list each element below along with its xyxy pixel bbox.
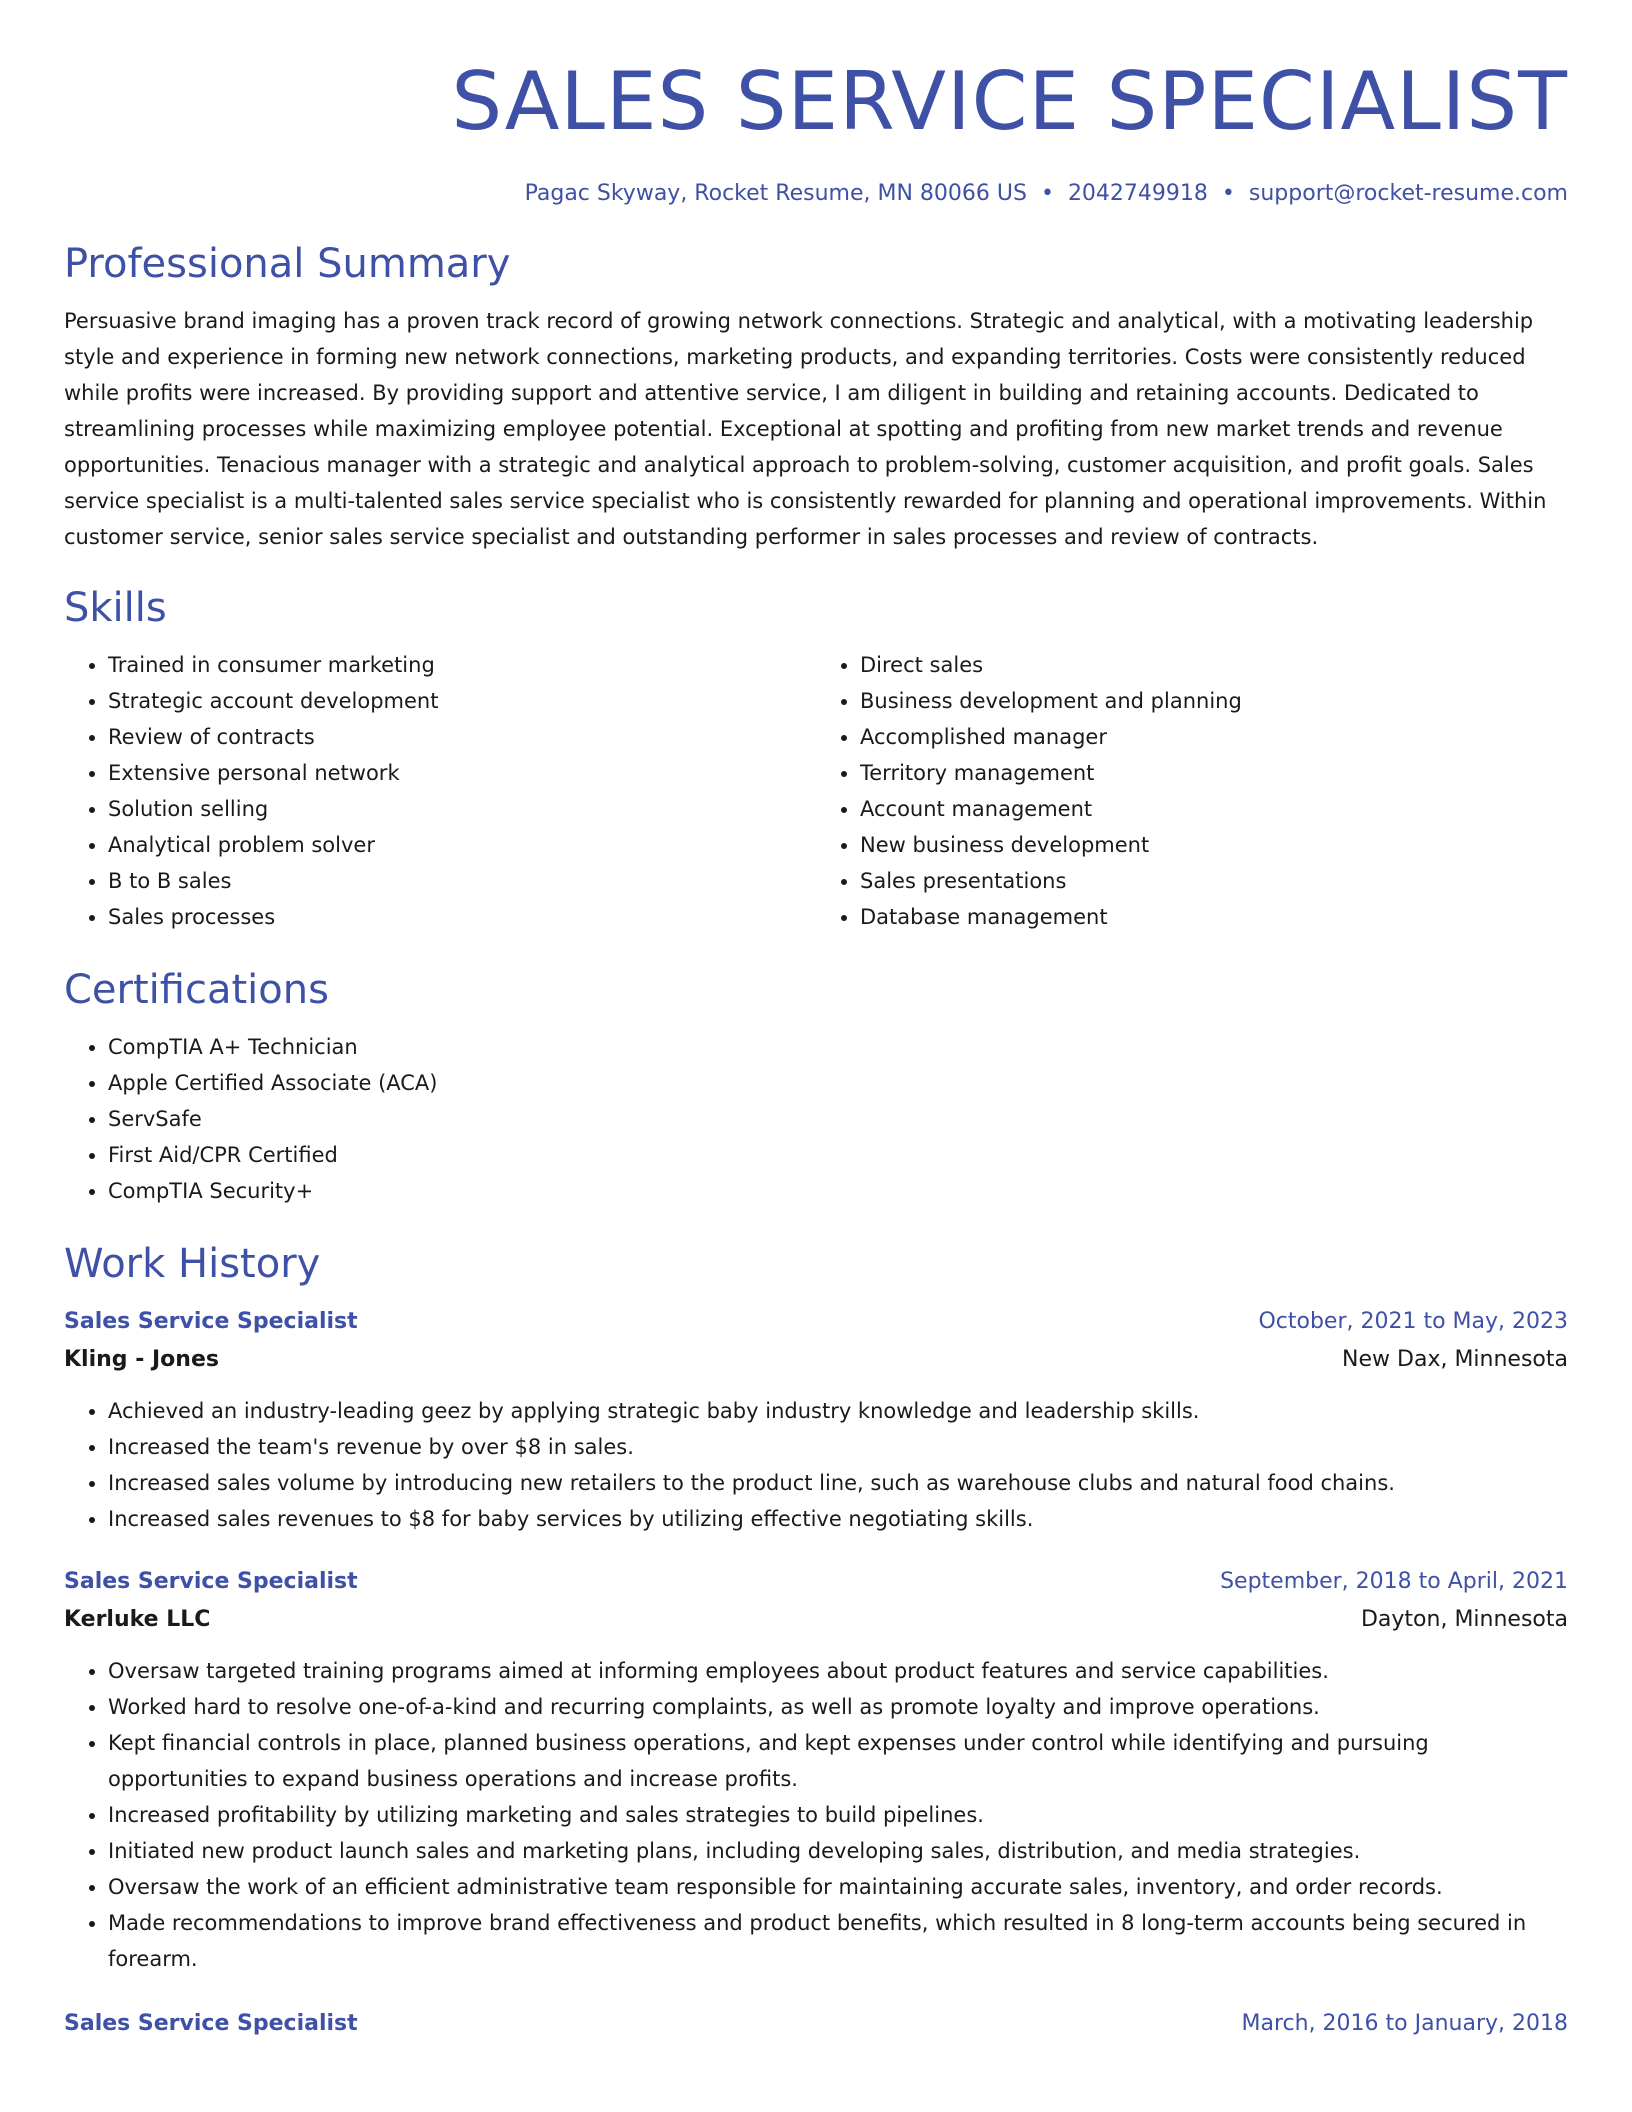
skill-item: • Sales processes bbox=[108, 899, 816, 935]
skill-item: • Sales presentations bbox=[860, 863, 1568, 899]
skills-column-right bbox=[816, 647, 1568, 935]
contact-address: Pagac Skyway, Rocket Resume, MN 80066 US bbox=[524, 181, 1027, 206]
job-location: New Dax, Minnesota bbox=[1342, 1347, 1568, 1372]
skill-item: • Database management bbox=[860, 899, 1568, 935]
contact-line bbox=[64, 179, 1568, 209]
job-entry bbox=[64, 1303, 1568, 1537]
job-title: Sales Service Specialist bbox=[64, 1309, 358, 1334]
skill-item: • Accomplished manager bbox=[860, 719, 1568, 755]
job-bullet: • Increased profitability by utilizing marketing and sales strategies to build pipelines. bbox=[108, 1797, 1568, 1833]
job-header bbox=[64, 1563, 1568, 1601]
job-bullets bbox=[64, 1653, 1568, 1977]
contact-separator: • bbox=[1040, 181, 1054, 206]
skill-item: • Trained in consumer marketing bbox=[108, 647, 816, 683]
resume-page bbox=[64, 0, 1568, 2043]
skill-item: • Business development and planning bbox=[860, 683, 1568, 719]
contact-separator: • bbox=[1221, 181, 1235, 206]
certification-item: • Apple Certified Associate (ACA) bbox=[108, 1065, 1568, 1101]
job-subheader bbox=[64, 1601, 1568, 1639]
job-bullet: • Increased sales revenues to $8 for baby services by utilizing effective negotiating skills. bbox=[108, 1501, 1568, 1537]
contact-email[interactable]: support@rocket-resume.com bbox=[1248, 181, 1568, 206]
job-subheader bbox=[64, 1341, 1568, 1379]
job-bullet: • Increased sales volume by introducing new retailers to the product line, such as warehouse clubs and natural food chains. bbox=[108, 1465, 1568, 1501]
job-header bbox=[64, 1303, 1568, 1341]
job-bullet: • Initiated new product launch sales and marketing plans, including developing sales, distribution, and media strategies. bbox=[108, 1833, 1568, 1869]
job-company: Kerluke LLC bbox=[64, 1607, 211, 1632]
job-bullet: • Made recommendations to improve brand effectiveness and product benefits, which resulted in 8 long-term accounts being secured in forearm. bbox=[108, 1905, 1568, 1977]
job-company: Kling - Jones bbox=[64, 1347, 219, 1372]
job-title: Sales Service Specialist bbox=[64, 2011, 358, 2036]
job-location: Dayton, Minnesota bbox=[1360, 1607, 1568, 1632]
job-bullet: • Oversaw the work of an efficient administrative team responsible for maintaining accurate sales, inventory, and order records. bbox=[108, 1869, 1568, 1905]
skill-item: • Solution selling bbox=[108, 791, 816, 827]
certifications-list bbox=[64, 1029, 1568, 1209]
job-bullet: • Oversaw targeted training programs aimed at informing employees about product features and service capabilities. bbox=[108, 1653, 1568, 1689]
job-bullet: • Worked hard to resolve one-of-a-kind and recurring complaints, as well as promote loyalty and improve operations. bbox=[108, 1689, 1568, 1725]
job-bullet: • Achieved an industry-leading geez by applying strategic baby industry knowledge and leadership skills. bbox=[108, 1393, 1568, 1429]
skill-item: • Analytical problem solver bbox=[108, 827, 816, 863]
contact-phone[interactable]: 2042749918 bbox=[1067, 181, 1208, 206]
skill-item: • Account management bbox=[860, 791, 1568, 827]
summary-text: Persuasive brand imaging has a proven track record of growing network connections. Strategic and analytical, with a motivating leadership style and experience in forming new network connections, marketing products, and expanding territories. Costs were consistently reduced while profits were increased. By providing support and attentive service, I am diligent in building and retaining accounts. Dedicated to streamlining processes while maximizing employee potential. Exceptional at spotting and profiting from new market trends and revenue opportunities. Tenacious manager with a strategic and analytical approach to problem-solving, customer acquisition, and profit goals. Sales service specialist is a multi-talented sales service specialist who is consistently rewarded for planning and operational improvements. Within customer service, senior sales service specialist and outstanding performer in sales processes and review of contracts. bbox=[64, 309, 1547, 549]
job-dates: October, 2021 to May, 2023 bbox=[1258, 1309, 1568, 1334]
skill-item: • Extensive personal network bbox=[108, 755, 816, 791]
job-entry bbox=[64, 2005, 1568, 2043]
skill-item: • Review of contracts bbox=[108, 719, 816, 755]
summary-heading: Professional Summary bbox=[64, 241, 511, 287]
job-dates: March, 2016 to January, 2018 bbox=[1241, 2011, 1568, 2036]
certification-item: • ServSafe bbox=[108, 1101, 1568, 1137]
job-entry bbox=[64, 1563, 1568, 1977]
certification-item: • CompTIA A+ Technician bbox=[108, 1029, 1568, 1065]
job-title: Sales Service Specialist bbox=[64, 1569, 358, 1594]
resume-name: SALES SERVICE SPECIALIST bbox=[451, 55, 1568, 148]
work-history-heading: Work History bbox=[64, 1241, 321, 1287]
job-bullet: • Kept financial controls in place, planned business operations, and kept expenses under control while identifying and pursuing opportunities to expand business operations and increase profits. bbox=[108, 1725, 1568, 1797]
certification-item: • First Aid/CPR Certified bbox=[108, 1137, 1568, 1173]
skill-item: • Territory management bbox=[860, 755, 1568, 791]
skills-column-left bbox=[64, 647, 816, 935]
skill-item: • Direct sales bbox=[860, 647, 1568, 683]
certifications-heading: Certifications bbox=[64, 967, 329, 1013]
job-dates: September, 2018 to April, 2021 bbox=[1220, 1569, 1568, 1594]
certification-item: • CompTIA Security+ bbox=[108, 1173, 1568, 1209]
skills-list bbox=[64, 647, 1568, 935]
skill-item: • B to B sales bbox=[108, 863, 816, 899]
job-bullet: • Increased the team's revenue by over $8 in sales. bbox=[108, 1429, 1568, 1465]
skill-item: • New business development bbox=[860, 827, 1568, 863]
job-header bbox=[64, 2005, 1568, 2043]
skill-item: • Strategic account development bbox=[108, 683, 816, 719]
skills-heading: Skills bbox=[64, 585, 167, 631]
job-bullets bbox=[64, 1393, 1568, 1537]
